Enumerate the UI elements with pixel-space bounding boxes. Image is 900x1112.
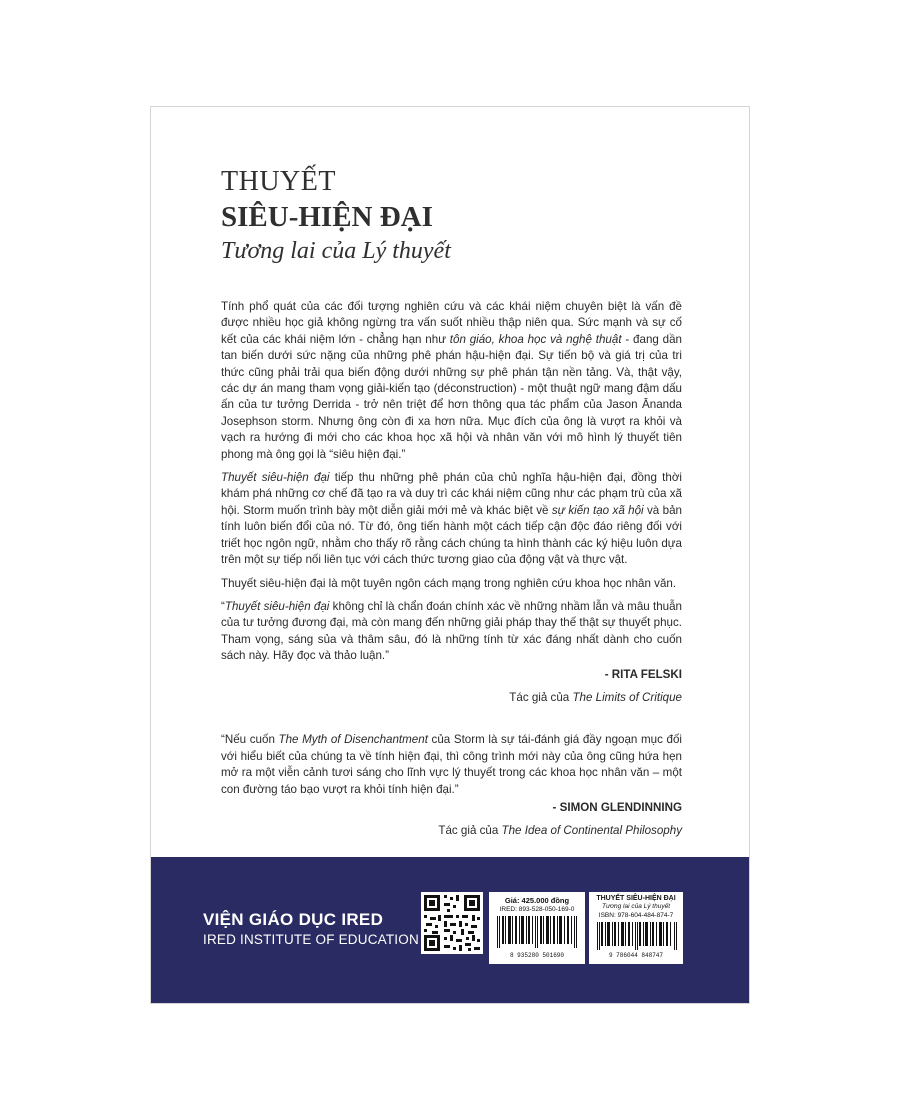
isbn-label [589,892,683,964]
publisher-name-en: IRED INSTITUTE OF EDUCATION [203,932,419,947]
blurb [221,299,682,840]
quote-2: “Nếu cuốn The Myth of Disenchantment của Storm là sự tái-đánh giá đầy ngoạn mục đối với hiểu biết của chúng ta về tính hiện đại, thì công trình mới này của ông cũng hứa hẹn mở ra một viễn cảnh tươi sáng cho lĩnh vực lý thuyết trong các khoa học nhân văn – một con đường táo bạo vượt ra khỏi tính hiện đại.” [221,733,682,796]
quote-1-author: - RITA FELSKI [604,667,682,681]
barcode-number-1: 8 935280 501690 [509,952,564,959]
price-label [489,892,585,964]
barcode-number-2: 9 786044 848747 [608,952,663,959]
paragraph-2: Thuyết siêu-hiện đại tiếp thu những phê phán của chủ nghĩa hậu-hiện đại, đồng thời khám phá những cơ chế đã tạo ra và duy trì các khái niệm cũng như các phạm trù của xã hội. Storm muốn trình bày một diễn giải mới mẻ và khác biệt về sự kiến tạo xã hội và bản tính luôn biến đổi của nó. Từ đó, ông tiến hành một cách tiếp cận độc đáo riêng đối với triết học ngôn ngữ, nhằm cho thấy rõ rằng cách chúng ta hình thành các ký hiệu luôn dựa trên một sự tiếp nối liên tục với cách thức tương giao của động vật và thực vật. [221,471,683,567]
quote-2-source: Tác giả của The Idea of Continental Philosophy [438,824,682,838]
quote-2-author: - SIMON GLENDINNING [552,800,682,814]
publisher-band [151,857,749,1003]
publisher-name-vi: VIỆN GIÁO DỤC IRED [203,910,384,929]
paragraph-1: Tính phổ quát của các đối tượng nghiên cứu và các khái niệm chuyên biệt là vấn đề được nhiều học giả không ngừng tra vấn suốt nhiều thập niên qua. Sức mạnh và sự cố kết của các khái niệm lớn - chẳng hạn như tôn giáo, khoa học và nghệ thuật - đang dần tan biến dưới sức nặng của những phê phán hậu-hiện đại. Sự tiến bộ và giá trị của tri thức cũng phải trải qua biến động dưới những sự phê phán tận nền tảng. Và, thật vậy, các dự án mang tham vọng giải-kiến tạo (déconstruction) - một thuật ngữ mang đậm dấu ấn của tư tưởng Derrida - trở nên triệt để hơn thông qua tác phẩm của Jason Ānanda Josephson storm. Nhưng ông còn đi xa hơn nữa. Mục đích của ông là vượt ra khỏi và vạch ra hướng đi mới cho các khoa học xã hội và nhân văn với mô hình lý thuyết tiên phong mà ông gọi là “siêu hiện đại.” [221,300,682,461]
price-text: Giá: 425.000 đồng [504,896,570,905]
barcode-icon [495,916,579,948]
barcode-icon [595,922,679,950]
paragraph-3: Thuyết siêu-hiện đại là một tuyên ngôn cách mạng trong nghiên cứu khoa học nhân văn. [221,576,677,590]
quote-1: “Thuyết siêu-hiện đại không chỉ là chẩn đoán chính xác về những nhầm lẫn và mâu thuẫn của tư tưởng đương đại, mà còn mang đến những giải pháp thay thế thật sự thuyết phục. Tham vọng, sáng sủa và thâm sâu, đó là những tính từ xác đáng nhất dành cho cuốn sách này. Hãy đọc và thảo luận.” [221,599,683,663]
title-line-2: SIÊU-HIỆN ĐẠI [221,201,433,233]
quote-1-source: Tác giả của The Limits of Critique [509,690,682,704]
qr-code-icon [421,892,483,954]
title-block [221,165,451,267]
publisher-logo [203,909,419,949]
isbn-ired: IRED: 893-528-050-169-0 [499,906,575,913]
label-subtitle: Tương lai của Lý thuyết [601,903,671,910]
label-title: THUYẾT SIÊU-HIỆN ĐẠI [596,895,676,902]
title-line-1: THUYẾT [221,166,336,197]
isbn-number: ISBN: 978-604-484-874-7 [598,912,674,919]
book-back-cover [150,106,750,1004]
subtitle: Tương lai của Lý thuyết [221,238,451,264]
